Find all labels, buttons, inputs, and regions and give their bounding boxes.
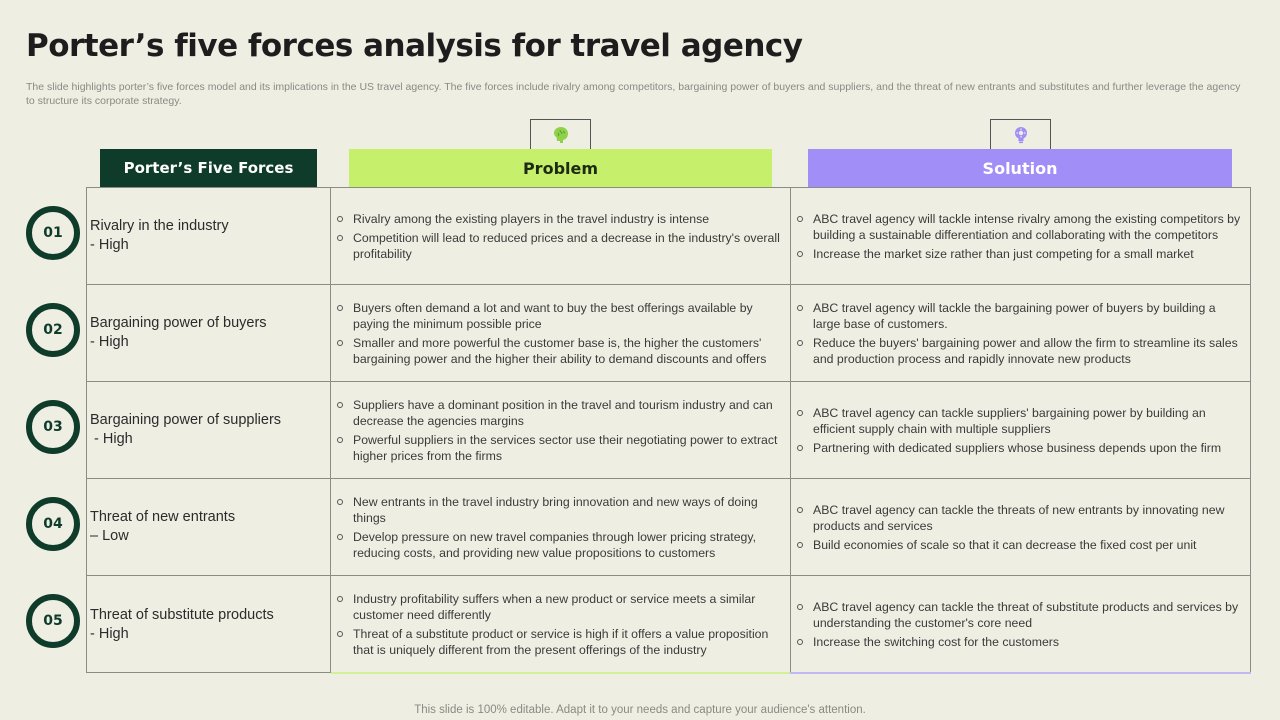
problem-bullet: New entrants in the travel industry bring innovation and new ways of doing things bbox=[335, 494, 784, 526]
problem-bullet: Suppliers have a dominant position in the travel and tourism industry and can decrease the agencies margins bbox=[335, 397, 784, 429]
header-problem: Problem bbox=[349, 149, 772, 187]
force-name: Threat of substitute products bbox=[90, 606, 274, 623]
solution-bullet: Partnering with dedicated suppliers whose business depends upon the firm bbox=[795, 440, 1246, 456]
problem-list bbox=[335, 494, 784, 561]
lightbulb-gear-icon bbox=[1010, 124, 1032, 146]
footer-note: This slide is 100% editable. Adapt it to your needs and capture your audience's attention. bbox=[414, 704, 866, 716]
problem-cell bbox=[331, 188, 791, 284]
force-cell bbox=[87, 188, 331, 284]
solution-list bbox=[795, 502, 1246, 553]
table-row bbox=[87, 479, 1250, 576]
solution-bullet: ABC travel agency will tackle the bargaining power of buyers by building a large base of customers. bbox=[795, 300, 1246, 332]
force-name: Threat of new entrants bbox=[90, 509, 236, 525]
row-number-badge: 02 bbox=[26, 303, 80, 357]
solution-cell bbox=[791, 382, 1250, 478]
solution-bullet: ABC travel agency can tackle the threat of substitute products and services by understanding the customer's core need bbox=[795, 599, 1246, 631]
force-name: Rivalry in the industry bbox=[90, 218, 229, 234]
force-name: Bargaining power of buyers bbox=[90, 315, 267, 331]
problem-cell bbox=[331, 285, 791, 381]
force-cell bbox=[87, 285, 331, 381]
solution-list bbox=[795, 405, 1246, 456]
solution-cell bbox=[791, 188, 1250, 284]
page-title: Porter’s five forces analysis for travel agency bbox=[26, 28, 803, 64]
solution-cell bbox=[791, 576, 1250, 673]
force-cell bbox=[87, 382, 331, 478]
problem-bullet: Competition will lead to reduced prices and a decrease in the industry's overall profitability bbox=[335, 230, 784, 262]
header-forces: Porter’s Five Forces bbox=[100, 149, 317, 187]
solution-list bbox=[795, 599, 1246, 650]
problem-cell bbox=[331, 382, 791, 478]
table-row bbox=[87, 382, 1250, 479]
page-subtitle: The slide highlights porter’s five forces model and its implications in the US travel agency. The five forces include rivalry among competitors, bargaining power of buyers and suppliers, and the threat of new entrants and substitutes and further leverage the agency to structure its corporate strategy. bbox=[26, 81, 1241, 107]
problem-icon-tab bbox=[530, 119, 591, 149]
solution-bullet: Increase the market size rather than just competing for a small market bbox=[795, 246, 1246, 262]
row-number-badge: 05 bbox=[26, 594, 80, 648]
problem-bullet: Powerful suppliers in the services sector use their negotiating power to extract higher prices from the firms bbox=[335, 432, 784, 464]
problem-bullet: Rivalry among the existing players in the travel industry is intense bbox=[335, 211, 784, 227]
solution-bullet: ABC travel agency will tackle intense rivalry among the existing competitors by building a sustainable differentiation and collaborating with the competitors bbox=[795, 211, 1246, 243]
solution-bullet: Reduce the buyers' bargaining power and allow the firm to streamline its sales and production process and rapidly innovate new products bbox=[795, 335, 1246, 367]
force-level: - High bbox=[90, 431, 133, 447]
header-solution: Solution bbox=[808, 149, 1232, 187]
solution-bullet: Build economies of scale so that it can decrease the fixed cost per unit bbox=[795, 537, 1246, 553]
force-cell bbox=[87, 576, 331, 673]
force-level: – Low bbox=[90, 528, 129, 544]
force-level: - High bbox=[90, 625, 129, 642]
table-row bbox=[87, 285, 1250, 382]
problem-list bbox=[335, 300, 784, 367]
brain-icon bbox=[550, 124, 572, 146]
problem-cell bbox=[331, 576, 791, 673]
row-number-badge: 04 bbox=[26, 497, 80, 551]
solution-cell bbox=[791, 479, 1250, 575]
row-number-badge: 01 bbox=[26, 206, 80, 260]
solution-list bbox=[795, 211, 1246, 262]
problem-bullet: Threat of a substitute product or service is high if it offers a value proposition that is uniquely different from the present offerings of the industry bbox=[335, 626, 784, 658]
solution-bullet: ABC travel agency can tackle suppliers' bargaining power by building an efficient supply chain with multiple suppliers bbox=[795, 405, 1246, 437]
table-row bbox=[87, 576, 1250, 673]
problem-list bbox=[335, 591, 784, 658]
solution-bullet: ABC travel agency can tackle the threats of new entrants by innovating new products and services bbox=[795, 502, 1246, 534]
force-name: Bargaining power of suppliers bbox=[90, 412, 282, 428]
force-level: - High bbox=[90, 334, 129, 350]
problem-list bbox=[335, 211, 784, 262]
force-cell bbox=[87, 479, 331, 575]
solution-icon-tab bbox=[990, 119, 1051, 149]
forces-table bbox=[86, 187, 1251, 673]
problem-list bbox=[335, 397, 784, 464]
solution-list bbox=[795, 300, 1246, 367]
problem-cell bbox=[331, 479, 791, 575]
force-level: - High bbox=[90, 237, 129, 253]
table-bottom-accent bbox=[331, 672, 1251, 674]
solution-cell bbox=[791, 285, 1250, 381]
table-row bbox=[87, 188, 1250, 285]
solution-bullet: Increase the switching cost for the customers bbox=[795, 634, 1246, 650]
problem-bullet: Develop pressure on new travel companies through lower pricing strategy, reducing costs, and providing new value propositions to customers bbox=[335, 529, 784, 561]
problem-bullet: Buyers often demand a lot and want to buy the best offerings available by paying the minimum possible price bbox=[335, 300, 784, 332]
row-number-badge: 03 bbox=[26, 400, 80, 454]
problem-bullet: Industry profitability suffers when a new product or service meets a similar customer need differently bbox=[335, 591, 784, 623]
problem-bullet: Smaller and more powerful the customer base is, the higher the customers' bargaining power and the higher their ability to demand discounts and offers bbox=[335, 335, 784, 367]
